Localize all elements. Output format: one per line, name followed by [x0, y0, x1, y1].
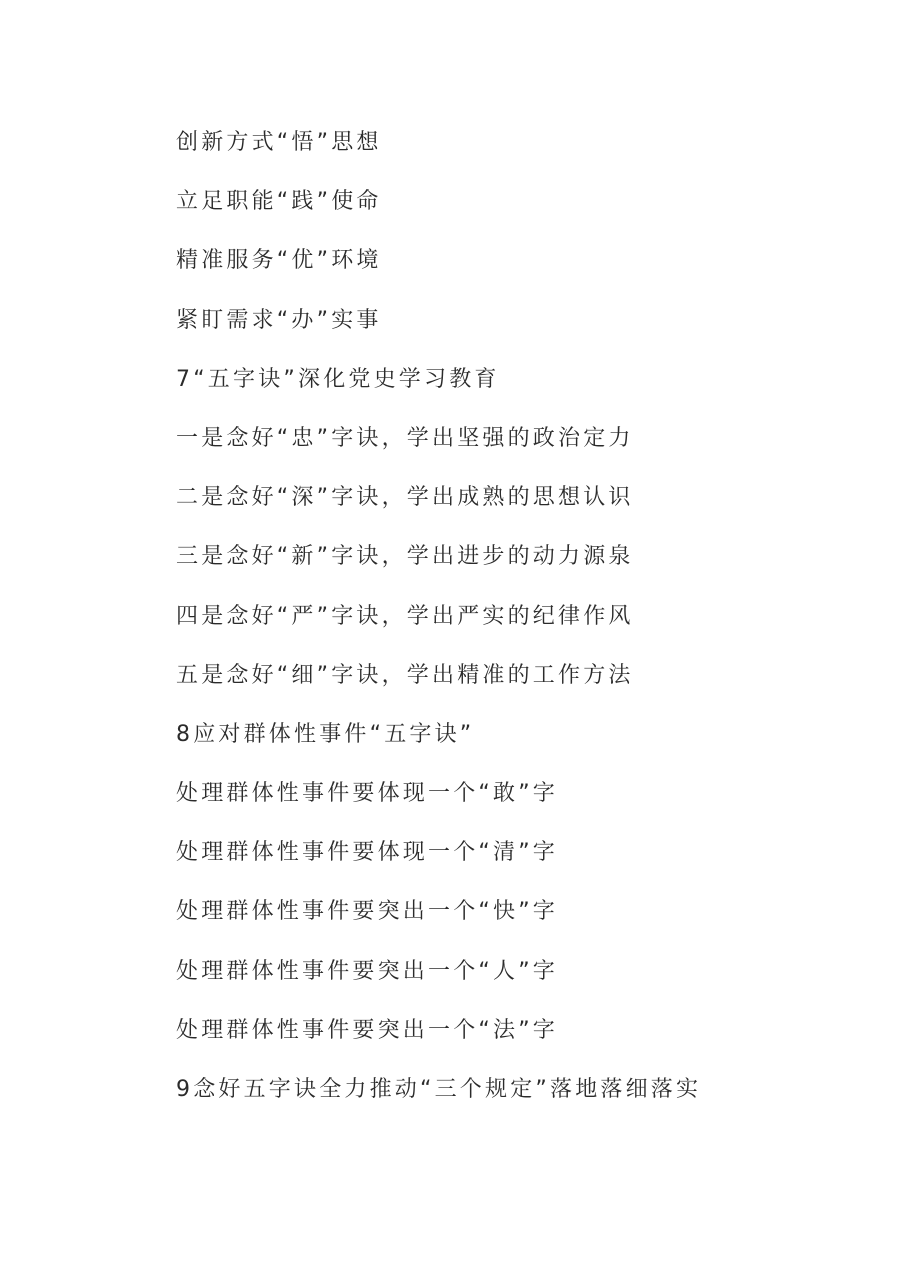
section-title-7: 7“五字诀”深化党史学习教育 [176, 366, 500, 392]
section-title-9: 9念好五字诀全力推动“三个规定”落地落细落实 [176, 1077, 702, 1102]
text-line-qing: 处理群体性事件要体现一个“清”字 [176, 840, 558, 866]
text-line-heading-ban-shishi: 紧盯需求“办”实事 [176, 307, 382, 333]
text-line-heading-you-huanjing: 精准服务“优”环境 [176, 248, 382, 274]
text-line-heading-jian-shiming: 立足职能“践”使命 [176, 189, 382, 215]
text-line-shen: 二是念好“深”字诀，学出成熟的思想认识 [176, 485, 634, 511]
text-line-fa: 处理群体性事件要突出一个“法”字 [176, 1017, 558, 1043]
document-body [176, 125, 876, 1131]
text-line-xin: 三是念好“新”字诀，学出进步的动力源泉 [176, 544, 634, 570]
text-line-xi: 五是念好“细”字诀，学出精准的工作方法 [176, 662, 634, 688]
text-line-zhong: 一是念好“忠”字诀，学出坚强的政治定力 [176, 425, 634, 451]
text-line-kuai: 处理群体性事件要突出一个“快”字 [176, 899, 558, 925]
text-line-gan: 处理群体性事件要体现一个“敢”字 [176, 781, 558, 807]
section-title-8: 8应对群体性事件“五字诀” [176, 721, 475, 747]
text-line-ren: 处理群体性事件要突出一个“人”字 [176, 958, 558, 984]
text-line-heading-wu-sixiang: 创新方式“悟”思想 [176, 130, 382, 155]
text-line-yan: 四是念好“严”字诀，学出严实的纪律作风 [176, 603, 634, 629]
